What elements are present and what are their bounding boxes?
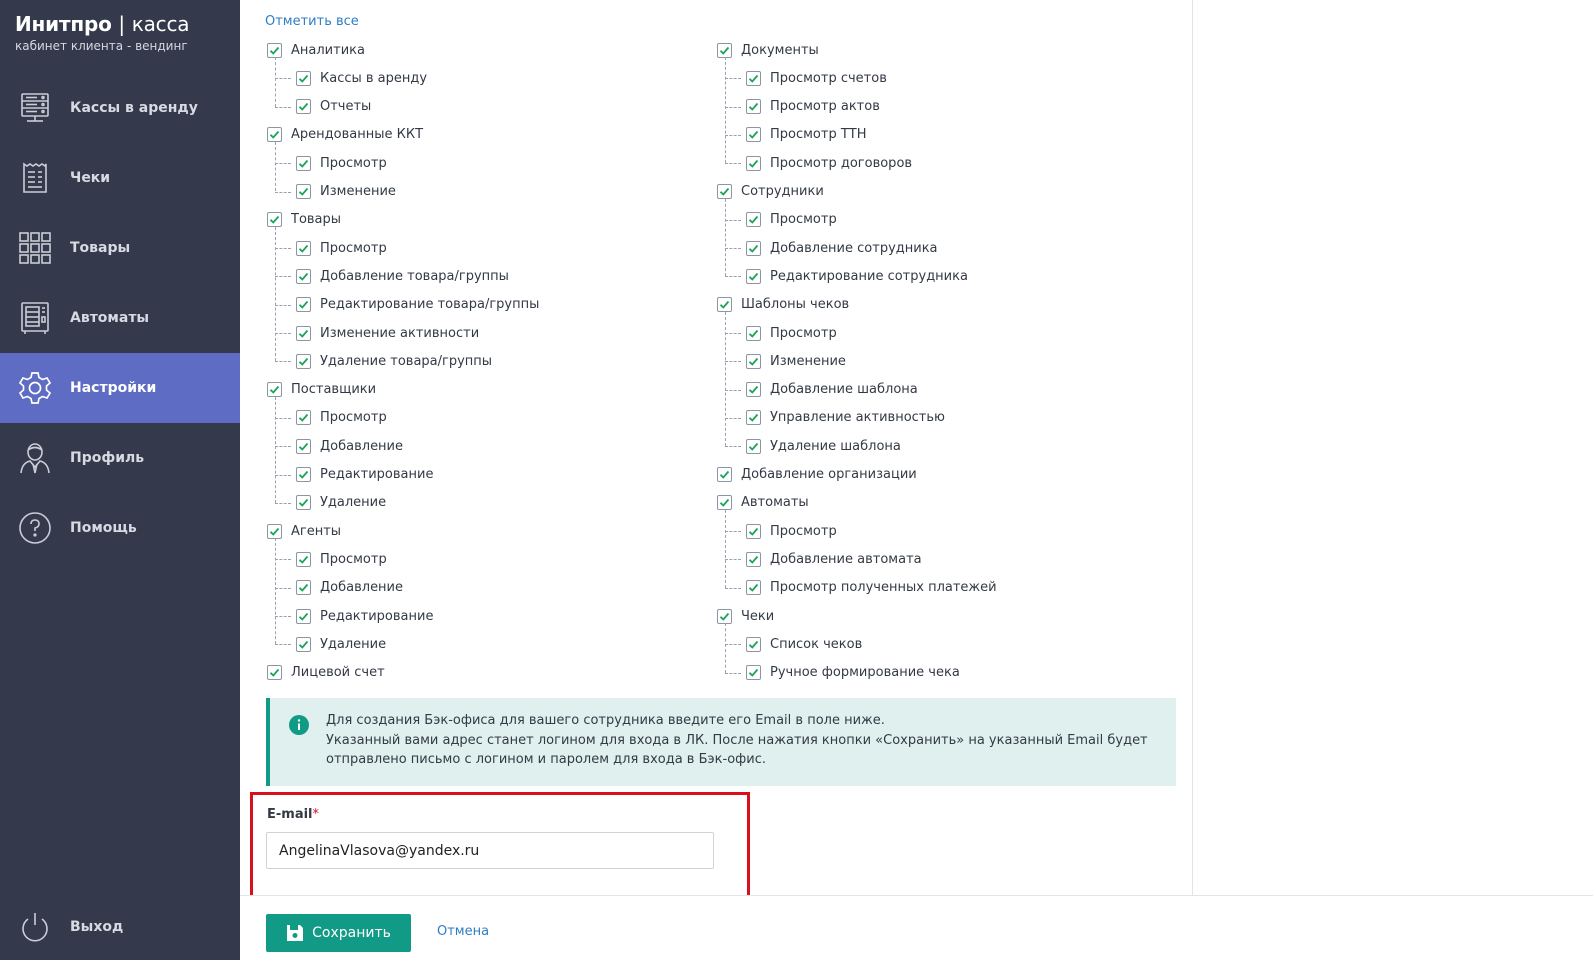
permission-label: Просмотр ТТН	[770, 127, 867, 143]
permission-label: Просмотр	[770, 523, 837, 539]
tree-connector	[725, 276, 741, 277]
permission-label: Просмотр	[320, 551, 387, 567]
tree-connector	[725, 163, 741, 164]
permission-item-просмотр[interactable]	[746, 323, 837, 343]
checkbox[interactable]	[267, 665, 282, 680]
tree-connector	[275, 142, 276, 192]
sidebar-item-label: Помощь	[70, 520, 137, 536]
permission-label: Редактирование сотрудника	[770, 268, 968, 284]
permission-group-арендованные-ккт[interactable]	[267, 125, 423, 145]
info-line-1: Для создания Бэк-офиса для вашего сотрудника введите его Email в поле ниже.	[326, 713, 885, 728]
permission-group-добавление-организации[interactable]	[717, 465, 917, 485]
permission-item-просмотр-счетов[interactable]	[746, 68, 887, 88]
checkbox[interactable]	[746, 665, 761, 680]
permission-label: Просмотр	[770, 212, 837, 228]
permission-item-добавление-сотрудника[interactable]	[746, 238, 938, 258]
permission-group-агенты[interactable]	[267, 521, 341, 541]
sidebar-item-label: Автоматы	[70, 310, 150, 326]
checkbox[interactable]	[746, 212, 761, 227]
save-button-label: Сохранить	[312, 925, 391, 941]
tree-connector	[275, 276, 291, 277]
tree-connector	[725, 510, 726, 588]
permission-item-просмотр-договоров[interactable]	[746, 153, 912, 173]
checkbox[interactable]	[717, 467, 732, 482]
checkbox[interactable]	[296, 609, 311, 624]
info-box	[266, 698, 1176, 786]
tree-connector	[725, 559, 741, 560]
permission-group-товары[interactable]	[267, 210, 341, 230]
right-divider	[1192, 0, 1193, 895]
help-icon	[17, 510, 53, 546]
permission-label: Арендованные ККТ	[291, 127, 424, 143]
permission-item-редактирование-сотрудника[interactable]	[746, 266, 968, 286]
email-label	[267, 807, 319, 822]
checkbox[interactable]	[746, 637, 761, 652]
tree-connector	[725, 644, 741, 645]
email-label-text: E-mail	[267, 807, 313, 822]
tree-connector	[275, 192, 291, 193]
tree-connector	[725, 531, 741, 532]
tree-connector	[275, 305, 291, 306]
permission-item-управление-активностью[interactable]	[746, 408, 945, 428]
checkbox[interactable]	[296, 241, 311, 256]
permission-item-добавление-товара-группы[interactable]	[296, 266, 509, 286]
checkbox[interactable]	[296, 495, 311, 510]
checkbox[interactable]	[746, 241, 761, 256]
cancel-link[interactable]: Отмена	[437, 924, 490, 939]
tree-connector	[275, 418, 291, 419]
permission-label: Добавление автомата	[770, 551, 922, 567]
tree-connector	[275, 588, 291, 589]
tree-connector	[275, 538, 276, 644]
tree-connector	[275, 78, 291, 79]
checkbox[interactable]	[746, 71, 761, 86]
brand-subtitle: кабинет клиента - вендинг	[15, 39, 188, 53]
checkbox[interactable]	[746, 580, 761, 595]
permission-item-изменение[interactable]	[746, 351, 846, 371]
grid-icon	[17, 230, 53, 266]
permission-label: Отчеты	[320, 99, 372, 115]
checkbox[interactable]	[296, 637, 311, 652]
permission-label: Редактирование	[320, 608, 434, 624]
permission-label: Редактирование товара/группы	[320, 297, 540, 313]
checkbox[interactable]	[267, 43, 282, 58]
tree-connector	[725, 333, 741, 334]
permission-item-просмотр[interactable]	[296, 238, 387, 258]
sidebar-item-profile[interactable]	[0, 423, 240, 493]
tree-connector	[275, 559, 291, 560]
info-line-3: отправлено письмо с логином и паролем для входа в Бэк-офис.	[326, 752, 766, 767]
footer-bar	[240, 895, 1593, 960]
tree-connector	[275, 333, 291, 334]
tree-connector	[275, 227, 276, 362]
permission-label: Автоматы	[741, 495, 809, 511]
permission-label: Шаблоны чеков	[741, 297, 850, 313]
checkbox[interactable]	[717, 184, 732, 199]
permission-label: Добавление	[320, 580, 404, 596]
tree-connector	[725, 588, 741, 589]
sidebar-item-logout[interactable]	[0, 897, 240, 957]
checkbox[interactable]	[296, 156, 311, 171]
permission-item-список-чеков[interactable]	[746, 634, 862, 654]
checkbox[interactable]	[746, 524, 761, 539]
checkbox[interactable]	[267, 524, 282, 539]
permission-item-добавление-шаблона[interactable]	[746, 380, 918, 400]
permission-item-редактирование[interactable]	[296, 606, 433, 626]
permission-item-удаление[interactable]	[296, 493, 386, 513]
permission-label: Просмотр полученных платежей	[770, 580, 997, 596]
checkbox[interactable]	[746, 326, 761, 341]
permission-label: Изменение	[320, 184, 396, 199]
permission-label: Удаление	[320, 495, 387, 511]
vending-machine-icon	[17, 300, 53, 336]
tree-connector	[725, 390, 741, 391]
check-all-link[interactable]: Отметить все	[265, 14, 359, 29]
permission-label: Товары	[291, 212, 342, 228]
permission-label: Просмотр	[320, 410, 387, 426]
permission-label: Документы	[741, 42, 819, 58]
permission-group-аналитика[interactable]	[267, 40, 365, 60]
permission-label: Удаление	[320, 636, 387, 652]
permission-item-удаление-товара-группы[interactable]	[296, 351, 492, 371]
tree-connector	[275, 57, 276, 107]
permission-label: Добавление товара/группы	[320, 268, 509, 284]
tree-connector	[725, 220, 741, 221]
checkbox[interactable]	[746, 156, 761, 171]
checkbox[interactable]	[296, 552, 311, 567]
tree-connector	[725, 199, 726, 277]
checkbox[interactable]	[296, 354, 311, 369]
permission-label: Список чеков	[770, 636, 863, 652]
email-field[interactable]	[266, 832, 714, 869]
sidebar	[0, 0, 240, 960]
checkbox[interactable]	[296, 71, 311, 86]
tree-connector	[275, 107, 291, 108]
sidebar-item-receipts[interactable]	[0, 143, 240, 213]
checkbox[interactable]	[746, 354, 761, 369]
permission-label: Добавление сотрудника	[770, 240, 938, 256]
permission-item-просмотр[interactable]	[746, 210, 837, 230]
power-icon	[17, 909, 53, 945]
tree-connector	[725, 78, 741, 79]
tree-connector	[725, 361, 741, 362]
permission-label: Лицевой счет	[291, 665, 385, 681]
info-text	[326, 711, 1166, 770]
sidebar-item-kkt-rent[interactable]	[0, 73, 240, 143]
permission-item-добавление-автомата[interactable]	[746, 549, 922, 569]
permission-item-просмотр[interactable]	[296, 549, 387, 569]
permission-item-просмотр-ттн[interactable]	[746, 125, 867, 145]
permission-label: Поставщики	[291, 382, 377, 398]
permission-label: Добавление организации	[741, 467, 917, 482]
permission-label: Аналитика	[291, 42, 365, 58]
tree-connector	[725, 418, 741, 419]
tree-connector	[725, 57, 726, 163]
brand-separator: |	[118, 12, 125, 36]
checkbox[interactable]	[267, 212, 282, 227]
checkbox[interactable]	[717, 297, 732, 312]
brand-logo[interactable]	[15, 12, 189, 53]
permission-label: Удаление товара/группы	[320, 353, 493, 369]
tree-connector	[275, 616, 291, 617]
permission-group-автоматы[interactable]	[717, 493, 809, 513]
permission-group-поставщики[interactable]	[267, 380, 376, 400]
permission-item-удаление[interactable]	[296, 634, 386, 654]
checkbox[interactable]	[296, 99, 311, 114]
permission-item-изменение[interactable]	[296, 182, 396, 202]
sidebar-item-settings[interactable]	[0, 353, 240, 423]
permission-item-просмотр[interactable]	[746, 521, 837, 541]
info-icon	[289, 715, 309, 735]
permission-label: Кассы в аренду	[320, 70, 428, 86]
permission-item-просмотр-полученных-платежей[interactable]	[746, 578, 997, 598]
permission-label: Ручное формирование чека	[770, 665, 960, 681]
checkbox[interactable]	[746, 410, 761, 425]
checkbox[interactable]	[717, 609, 732, 624]
sidebar-item-label: Чеки	[70, 170, 111, 186]
permission-label: Изменение активности	[320, 325, 480, 341]
sidebar-item-help[interactable]	[0, 493, 240, 563]
checkbox[interactable]	[746, 439, 761, 454]
permission-label: Управление активностью	[770, 410, 945, 426]
permission-label: Чеки	[741, 608, 775, 624]
server-icon	[17, 90, 53, 126]
permission-label: Удаление шаблона	[770, 438, 901, 454]
tree-connector	[275, 361, 291, 362]
gear-icon	[17, 370, 53, 406]
user-icon	[17, 440, 53, 476]
permission-item-просмотр[interactable]	[296, 408, 387, 428]
tree-connector	[275, 644, 291, 645]
permission-group-лицевой-счет[interactable]	[267, 663, 385, 683]
logout-label: Выход	[70, 919, 124, 935]
permission-group-сотрудники[interactable]	[717, 182, 824, 202]
checkbox[interactable]	[267, 127, 282, 142]
permission-item-отчеты[interactable]	[296, 97, 371, 117]
permission-label: Просмотр актов	[770, 99, 880, 115]
tree-connector	[275, 163, 291, 164]
permission-label: Сотрудники	[741, 184, 824, 199]
permission-item-редактирование-товара-группы[interactable]	[296, 295, 539, 315]
tree-connector	[725, 312, 726, 447]
tree-connector	[725, 248, 741, 249]
checkbox[interactable]	[746, 552, 761, 567]
permission-group-документы[interactable]	[717, 40, 819, 60]
tree-connector	[275, 446, 291, 447]
sidebar-item-label: Настройки	[70, 380, 157, 396]
checkbox[interactable]	[267, 382, 282, 397]
tree-connector	[725, 623, 726, 673]
receipt-icon	[17, 160, 53, 196]
permission-group-шаблоны-чеков[interactable]	[717, 295, 849, 315]
permission-item-просмотр-актов[interactable]	[746, 97, 880, 117]
brand-name-bold: Инитпро	[15, 12, 112, 36]
sidebar-item-goods[interactable]	[0, 213, 240, 283]
permission-label: Изменение	[770, 353, 846, 369]
permission-label: Редактирование	[320, 467, 434, 482]
permission-item-удаление-шаблона[interactable]	[746, 436, 901, 456]
tree-connector	[725, 135, 741, 136]
checkbox[interactable]	[746, 269, 761, 284]
tree-connector	[275, 397, 276, 503]
checkbox[interactable]	[746, 99, 761, 114]
tree-connector	[275, 475, 291, 476]
checkbox[interactable]	[717, 43, 732, 58]
sidebar-item-label: Товары	[70, 240, 131, 256]
tree-connector	[725, 673, 741, 674]
permission-label: Просмотр	[320, 240, 387, 256]
checkbox[interactable]	[296, 467, 311, 482]
permission-label: Добавление шаблона	[770, 382, 918, 398]
permission-label: Просмотр счетов	[770, 70, 887, 86]
tree-connector	[725, 107, 741, 108]
brand-name-light: касса	[131, 12, 190, 36]
permission-label: Добавление	[320, 438, 404, 454]
sidebar-item-label: Кассы в аренду	[70, 100, 198, 116]
permission-label: Агенты	[291, 523, 342, 539]
permission-item-добавление[interactable]	[296, 436, 403, 456]
save-button[interactable]	[266, 914, 411, 952]
permission-item-кассы-в-аренду[interactable]	[296, 68, 427, 88]
tree-connector	[275, 248, 291, 249]
checkbox[interactable]	[746, 382, 761, 397]
checkbox[interactable]	[296, 439, 311, 454]
tree-connector	[725, 446, 741, 447]
checkbox[interactable]	[296, 580, 311, 595]
required-mark: *	[312, 807, 320, 822]
sidebar-item-label: Профиль	[70, 450, 145, 466]
checkbox[interactable]	[717, 495, 732, 510]
info-line-2: Указанный вами адрес станет логином для входа в ЛК. После нажатия кнопки «Сохранить» на указанный Email будет	[326, 732, 1148, 748]
checkbox[interactable]	[746, 127, 761, 142]
permission-label: Просмотр	[770, 325, 837, 341]
permission-item-ручное-формирование-чека[interactable]	[746, 663, 960, 683]
tree-connector	[275, 503, 291, 504]
permission-item-изменение-активности[interactable]	[296, 323, 479, 343]
permission-item-добавление[interactable]	[296, 578, 403, 598]
checkbox[interactable]	[296, 269, 311, 284]
checkbox[interactable]	[296, 297, 311, 312]
permission-label: Просмотр договоров	[770, 155, 913, 171]
checkbox[interactable]	[296, 326, 311, 341]
permission-item-просмотр[interactable]	[296, 153, 387, 173]
sidebar-item-machines[interactable]	[0, 283, 240, 353]
brand-name	[15, 12, 189, 36]
permission-item-редактирование[interactable]	[296, 465, 433, 485]
checkbox[interactable]	[296, 184, 311, 199]
checkbox[interactable]	[296, 410, 311, 425]
floppy-disk-icon	[286, 924, 304, 942]
permission-label: Просмотр	[320, 155, 387, 171]
